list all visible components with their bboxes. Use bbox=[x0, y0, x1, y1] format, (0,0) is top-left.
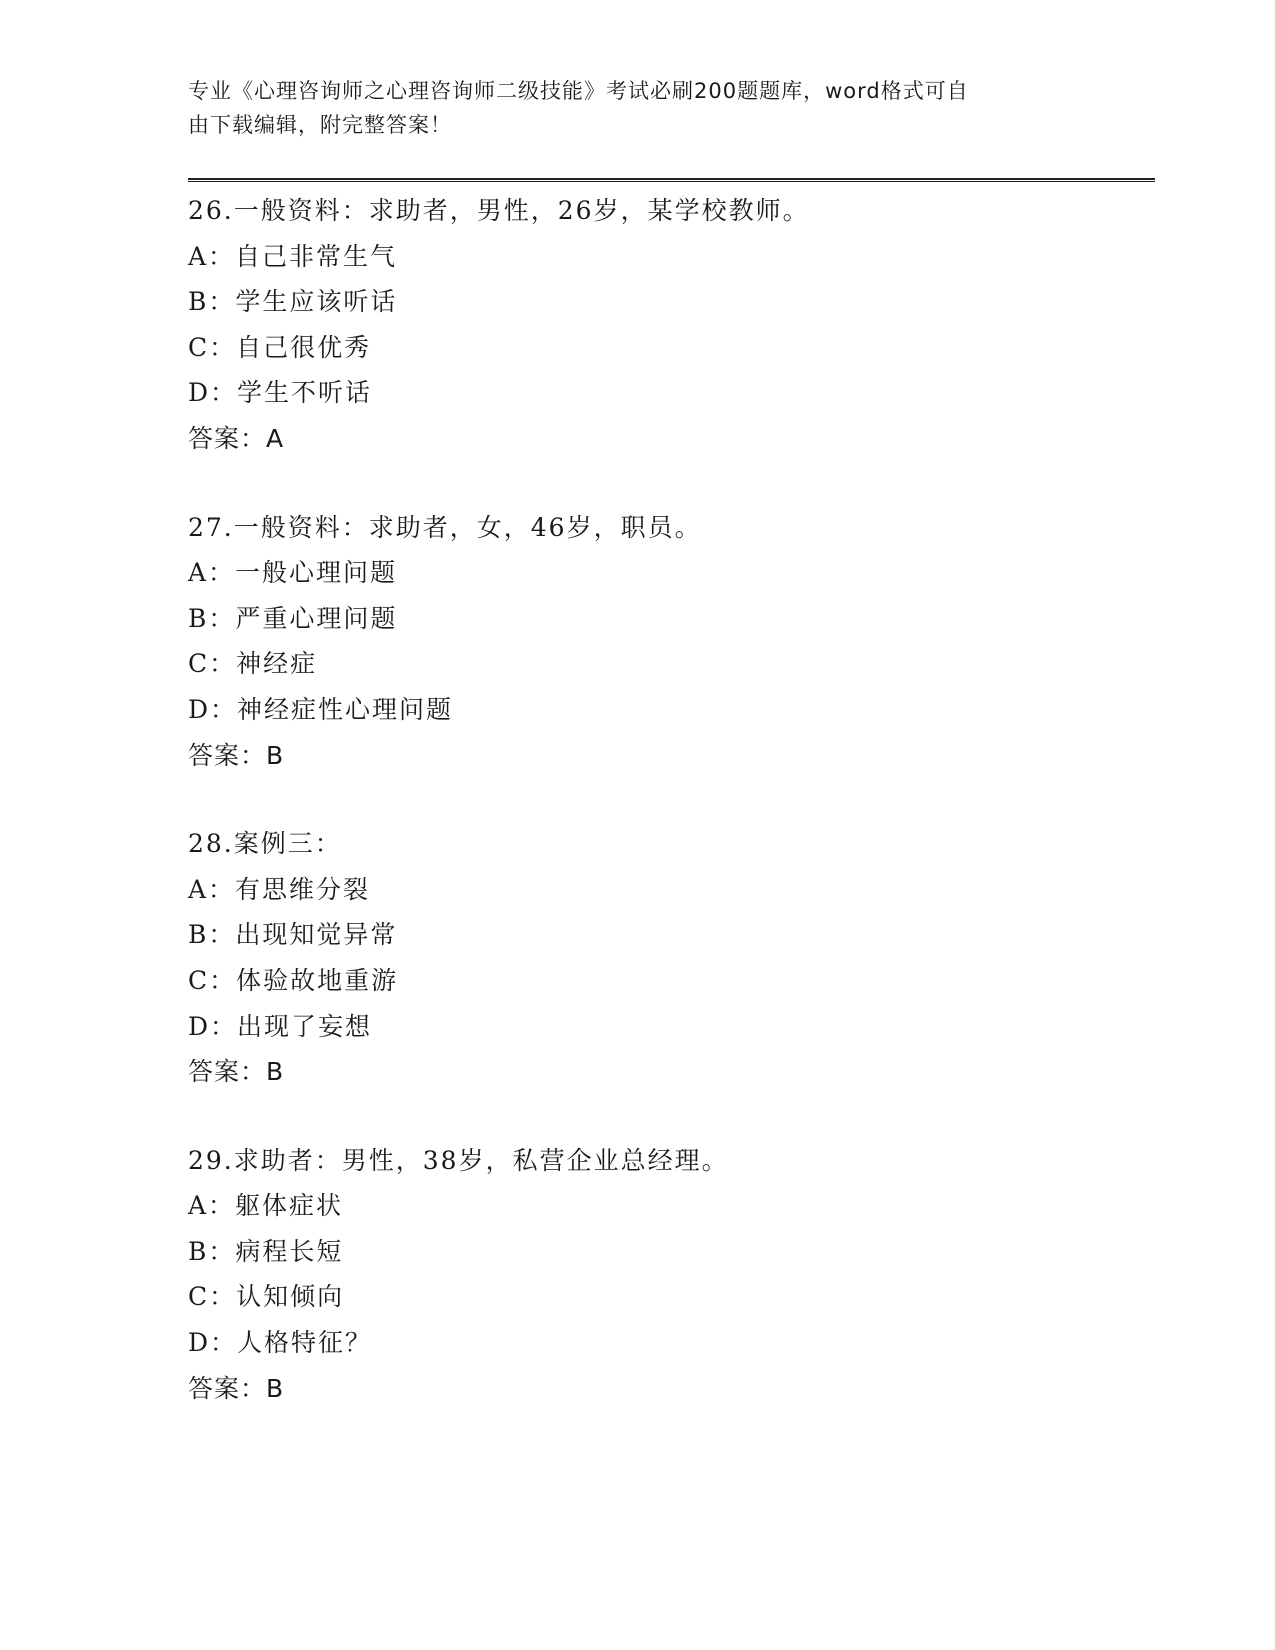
option-c: C：自己很优秀 bbox=[188, 332, 372, 362]
question-29 bbox=[188, 1138, 1148, 1412]
option-c: C：认知倾向 bbox=[188, 1282, 345, 1312]
header-divider bbox=[188, 178, 1155, 182]
question-stem: 26.一般资料：求助者，男性，26岁，某学校教师。 bbox=[188, 196, 810, 225]
option-d: D：神经症性心理问题 bbox=[188, 694, 454, 724]
option-a: A：躯体症状 bbox=[188, 1191, 344, 1221]
option-b: B：出现知觉异常 bbox=[188, 920, 398, 950]
option-d: D：人格特征？ bbox=[188, 1328, 373, 1358]
option-b: B：病程长短 bbox=[188, 1236, 344, 1266]
header-line-2: 由下载编辑，附完整答案！ bbox=[188, 113, 452, 137]
answer-line: 答案：A bbox=[188, 423, 285, 453]
question-26 bbox=[188, 188, 1148, 462]
question-stem: 27.一般资料：求助者，女，46岁，职员。 bbox=[188, 512, 702, 542]
option-a: A：有思维分裂 bbox=[188, 874, 371, 904]
answer-line: 答案：B bbox=[188, 740, 285, 770]
option-b: B：严重心理问题 bbox=[188, 603, 398, 633]
option-a: A：自己非常生气 bbox=[188, 241, 398, 271]
question-28 bbox=[188, 821, 1148, 1095]
answer-line: 答案：B bbox=[188, 1057, 285, 1087]
option-b: B：学生应该听话 bbox=[188, 287, 398, 317]
option-a: A：一般心理问题 bbox=[188, 558, 398, 588]
header-line-1: 专业《心理咨询师之心理咨询师二级技能》考试必刷200题题库，word格式可自 bbox=[188, 79, 969, 103]
option-c: C：体验故地重游 bbox=[188, 965, 399, 995]
option-c: C：神经症 bbox=[188, 649, 318, 679]
answer-line: 答案：B bbox=[188, 1373, 285, 1403]
question-27 bbox=[188, 505, 1148, 779]
option-d: D：学生不听话 bbox=[188, 378, 373, 408]
question-stem: 28.案例三： bbox=[188, 829, 342, 859]
question-list bbox=[188, 188, 1148, 1454]
option-d: D：出现了妄想 bbox=[188, 1011, 373, 1041]
document-header bbox=[188, 74, 1068, 142]
question-stem: 29.求助者：男性，38岁，私营企业总经理。 bbox=[188, 1145, 729, 1175]
